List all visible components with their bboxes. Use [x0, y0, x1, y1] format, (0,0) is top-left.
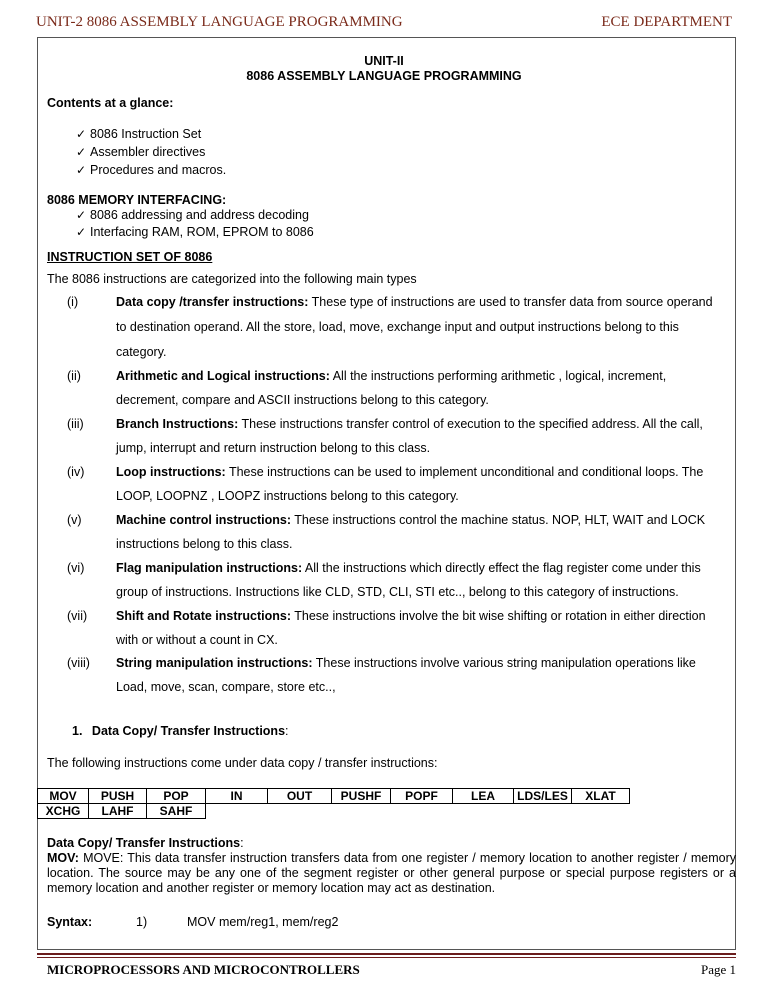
- page-number: Page 1: [700, 962, 736, 977]
- unit-title: UNIT-II: [364, 54, 404, 68]
- table-empty-cell: [206, 804, 268, 819]
- table-cell: LEA: [453, 789, 514, 804]
- table-cell: PUSHF: [332, 789, 391, 804]
- checkmark-icon: ✓: [76, 208, 87, 222]
- syntax-label: Syntax:: [47, 915, 93, 929]
- instruction-table: [37, 788, 630, 819]
- table-row: [38, 789, 630, 804]
- contents-item: ✓ Procedures and macros.: [76, 163, 227, 177]
- table-cell: POPF: [391, 789, 453, 804]
- memory-item: ✓ 8086 addressing and address decoding: [76, 208, 309, 222]
- subsection-heading: Data Copy/ Transfer Instructions:: [47, 836, 244, 850]
- table-cell: XLAT: [572, 789, 630, 804]
- footer-divider: [37, 953, 736, 955]
- page-header: [36, 14, 732, 36]
- table-cell: SAHF: [147, 804, 206, 819]
- footer-course-title: MICROPROCESSORS AND MICROCONTROLLERS: [47, 962, 360, 977]
- section-heading: 1. Data Copy/ Transfer Instructions:: [72, 724, 289, 738]
- checkmark-icon: ✓: [76, 163, 87, 177]
- section-intro: The following instructions come under data copy / transfer instructions:: [47, 756, 438, 770]
- table-cell: PUSH: [89, 789, 147, 804]
- table-empty-cell: [391, 804, 453, 819]
- contents-item: ✓ 8086 Instruction Set: [76, 127, 202, 141]
- checkmark-icon: ✓: [76, 127, 87, 141]
- footer-divider: [37, 957, 736, 958]
- syntax-code: MOV mem/reg1, mem/reg2: [187, 915, 339, 929]
- table-cell: IN: [206, 789, 268, 804]
- syntax-number: 1): [136, 915, 148, 929]
- header-department: ECE DEPARTMENT: [601, 14, 732, 30]
- table-empty-cell: [572, 804, 630, 819]
- checkmark-icon: ✓: [76, 145, 87, 159]
- table-cell: LAHF: [89, 804, 147, 819]
- table-row: [38, 804, 630, 819]
- table-cell: XCHG: [38, 804, 89, 819]
- header-unit-title: UNIT-2 8086 ASSEMBLY LANGUAGE PROGRAMMING: [36, 14, 403, 30]
- contents-heading: Contents at a glance:: [47, 96, 174, 110]
- checkmark-icon: ✓: [76, 225, 87, 239]
- mov-description: MOV: MOVE: This data transfer instruction transfers data from one register / memory location to another register / memory location. The source may be any one of the segment register or other general purpose or special purpose registers or a memory location and another register or memory location may act as destination.: [47, 851, 736, 895]
- contents-item: ✓ Assembler directives: [76, 145, 206, 159]
- table-cell: LDS/LES: [514, 789, 572, 804]
- unit-subtitle: 8086 ASSEMBLY LANGUAGE PROGRAMMING: [246, 69, 522, 83]
- table-cell: OUT: [268, 789, 332, 804]
- memory-item: ✓ Interfacing RAM, ROM, EPROM to 8086: [76, 225, 314, 239]
- instruction-set-heading: INSTRUCTION SET OF 8086: [47, 250, 213, 264]
- table-cell: POP: [147, 789, 206, 804]
- table-empty-cell: [268, 804, 332, 819]
- table-empty-cell: [332, 804, 391, 819]
- table-empty-cell: [514, 804, 572, 819]
- table-cell: MOV: [38, 789, 89, 804]
- memory-heading: 8086 MEMORY INTERFACING:: [47, 193, 227, 207]
- table-empty-cell: [453, 804, 514, 819]
- instruction-set-intro: The 8086 instructions are categorized into the following main types: [47, 272, 417, 286]
